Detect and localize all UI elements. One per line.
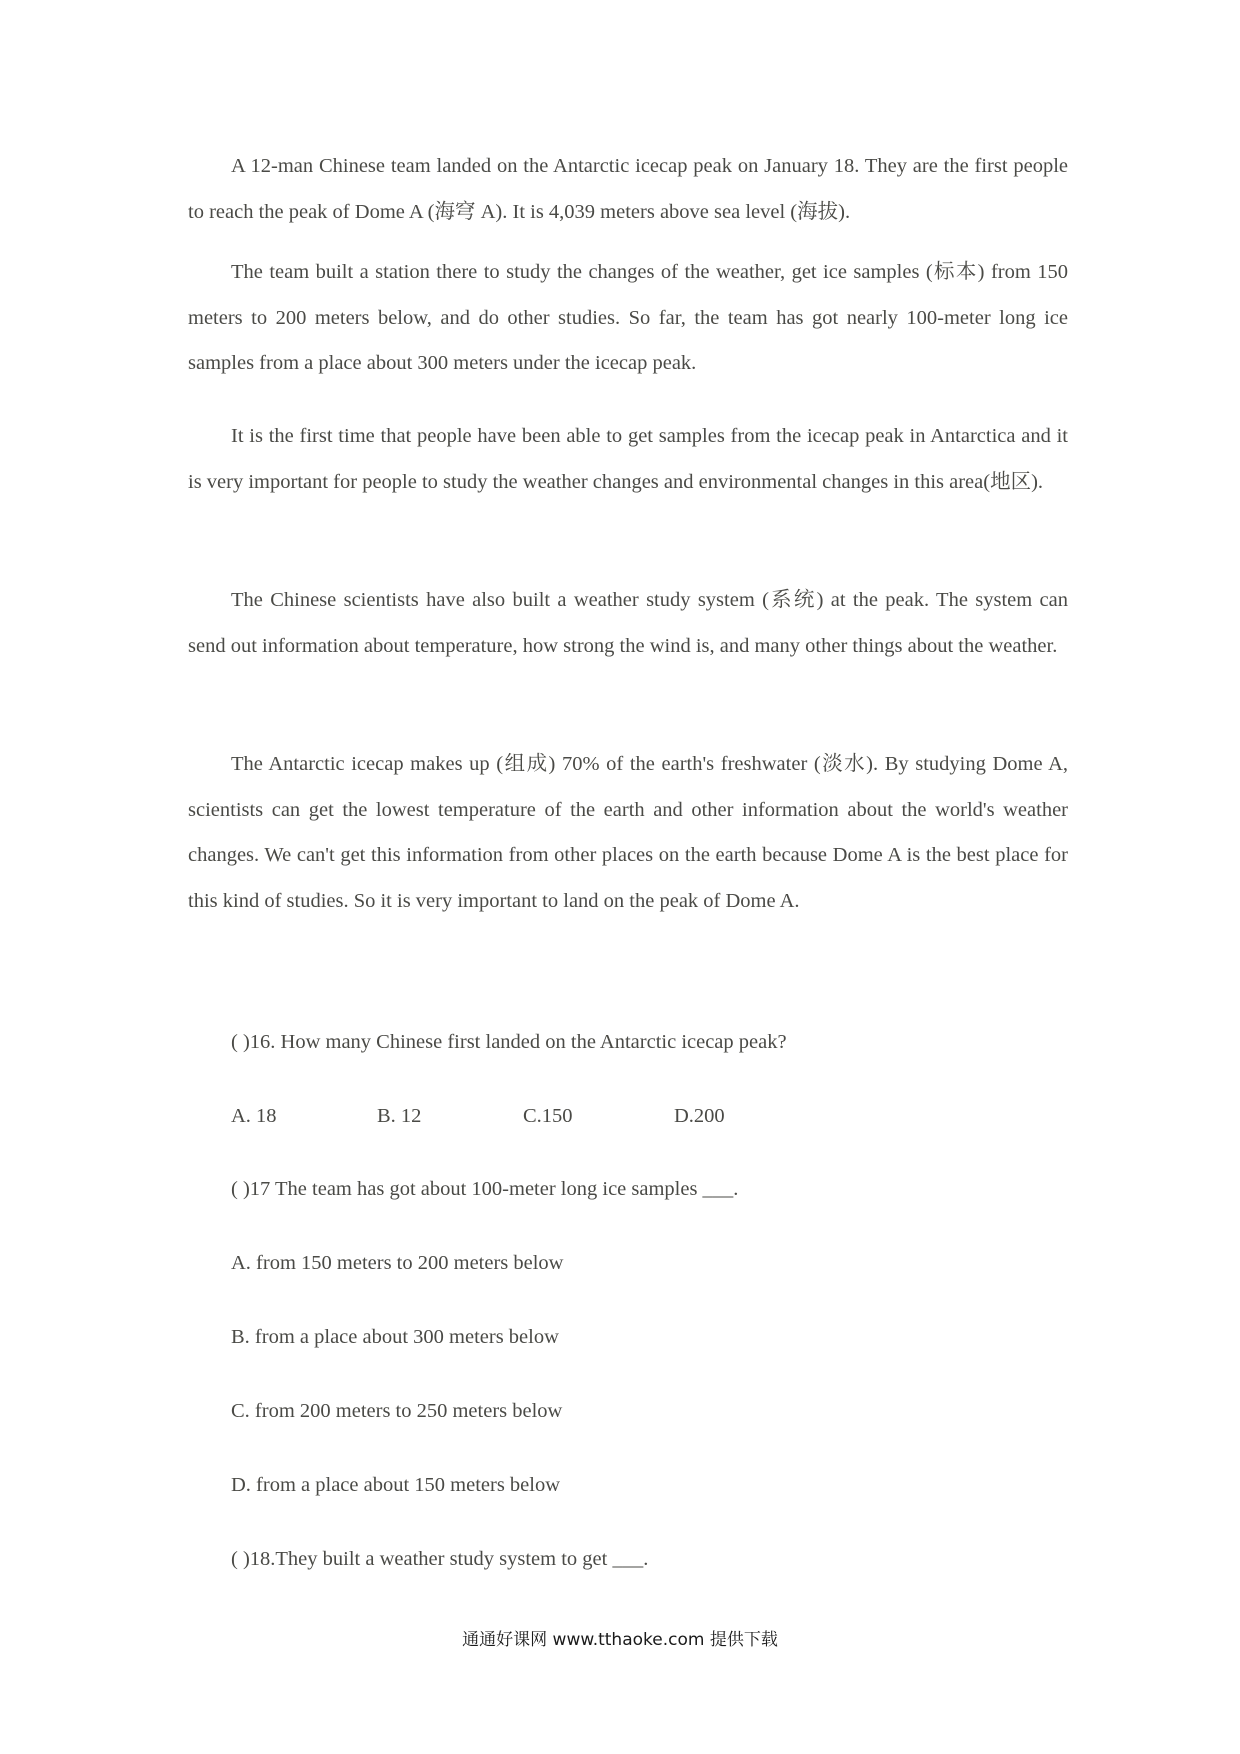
page-footer: 通通好课网 www.tthaoke.com 提供下载 (462, 1630, 778, 1650)
question-17-option-c: C. from 200 meters to 250 meters below (231, 1400, 563, 1422)
question-17-option-b: B. from a place about 300 meters below (231, 1326, 559, 1348)
passage-paragraph-4: The Chinese scientists have also built a weather study system (系统) at the peak. The system can send out information about temperature, how strong the wind is, and many other things about the weather. (188, 589, 1068, 657)
passage-paragraph-1: A 12-man Chinese team landed on the Antarctic icecap peak on January 18. They are the first people to reach the peak of Dome A (海穹 A). It is 4,039 meters above sea level (海拔). (188, 155, 1068, 223)
question-16-stem: ( )16. How many Chinese first landed on the Antarctic icecap peak? (231, 1031, 787, 1053)
question-18-stem: ( )18.They built a weather study system to get ___. (231, 1548, 649, 1570)
question-17-option-a: A. from 150 meters to 200 meters below (231, 1252, 564, 1274)
passage-paragraph-3: It is the first time that people have been able to get samples from the icecap peak in Antarctica and it is very important for people to study the weather changes and environmental changes in this area(地区). (188, 425, 1068, 493)
question-17-stem: ( )17 The team has got about 100-meter long ice samples ___. (231, 1178, 739, 1200)
question-16-option-a: A. 18 (231, 1105, 277, 1127)
question-16-option-b: B. 12 (377, 1105, 422, 1127)
question-16-option-d: D.200 (674, 1105, 725, 1127)
question-16-options (231, 1102, 931, 1130)
question-17-option-d: D. from a place about 150 meters below (231, 1474, 561, 1496)
passage-paragraph-5: The Antarctic icecap makes up (组成) 70% of the earth's freshwater (淡水). By studying Dome A, scientists can get the lowest temperature of the earth and other information about the world's weather changes. We can't get this information from other places on the earth because Dome A is the best place for this kind of studies. So it is very important to land on the peak of Dome A. (188, 753, 1068, 912)
question-16-option-c: C.150 (523, 1105, 573, 1127)
passage-paragraph-2: The team built a station there to study the changes of the weather, get ice samples (标本) from 150 meters to 200 meters below, and do other studies. So far, the team has got nearly 100-meter long ice samples from a place about 300 meters under the icecap peak. (188, 261, 1068, 374)
